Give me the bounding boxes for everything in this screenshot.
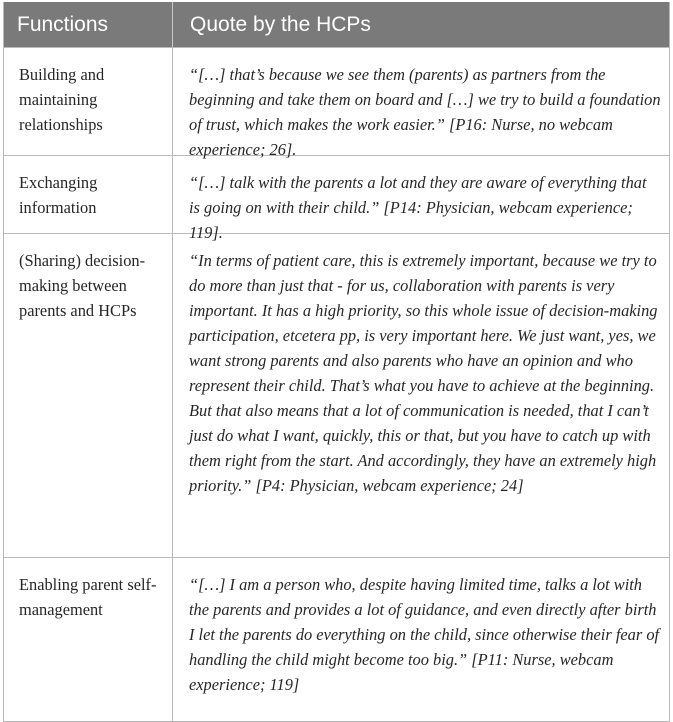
table-row [4,47,669,159]
quote-cell: “[…] that’s because we see them (parents) as partners from the beginning and take them on board and […] we try to build a foundation of trust, which makes the work easier.” [P16: Nurse, no webcam experience; 26]. [189,65,661,159]
function-cell: Enabling parent self-management [4,558,173,721]
quote-cell: “In terms of patient care, this is extremely important, because we try to do more than just that - for us, collaboration with parents is very important. It has a high priority, so this whole issue of decision-making participation, etcetera pp, is very important here. We just want, yes, we want strong parents and also parents who have an opinion and who represent their child. That’s what you have to achieve at the beginning. But that also means that a lot of communication is needed, that I can’t just do what I want, quickly, this or that, but you have to catch up with them right from the start. And accordingly, they have an extremely high priority.” [P4: Physician, webcam experience; 24] [189,251,658,495]
table-row [4,233,669,557]
header-quote: Quote by the HCPs [190,12,371,36]
function-cell: (Sharing) decision-making between parents and HCPs [4,234,173,557]
functions-quotes-table [3,2,670,722]
table-header-row [4,2,669,47]
header-functions: Functions [4,2,173,47]
function-cell: Building and maintaining relationships [4,48,173,155]
quote-cell: “[…] talk with the parents a lot and they are aware of everything that is going on with their child.” [P14: Physician, webcam experience; 119]. [189,173,647,242]
table-row [4,155,669,242]
quote-cell: “[…] I am a person who, despite having limited time, talks a lot with the parents and provides a lot of guidance, and even directly after birth I let the parents do everything on the child, since otherwise their fear of handling the child might become too big.” [P11: Nurse, webcam experience; 119] [189,575,660,694]
table-row [4,557,669,721]
function-cell: Exchanging information [4,156,173,233]
